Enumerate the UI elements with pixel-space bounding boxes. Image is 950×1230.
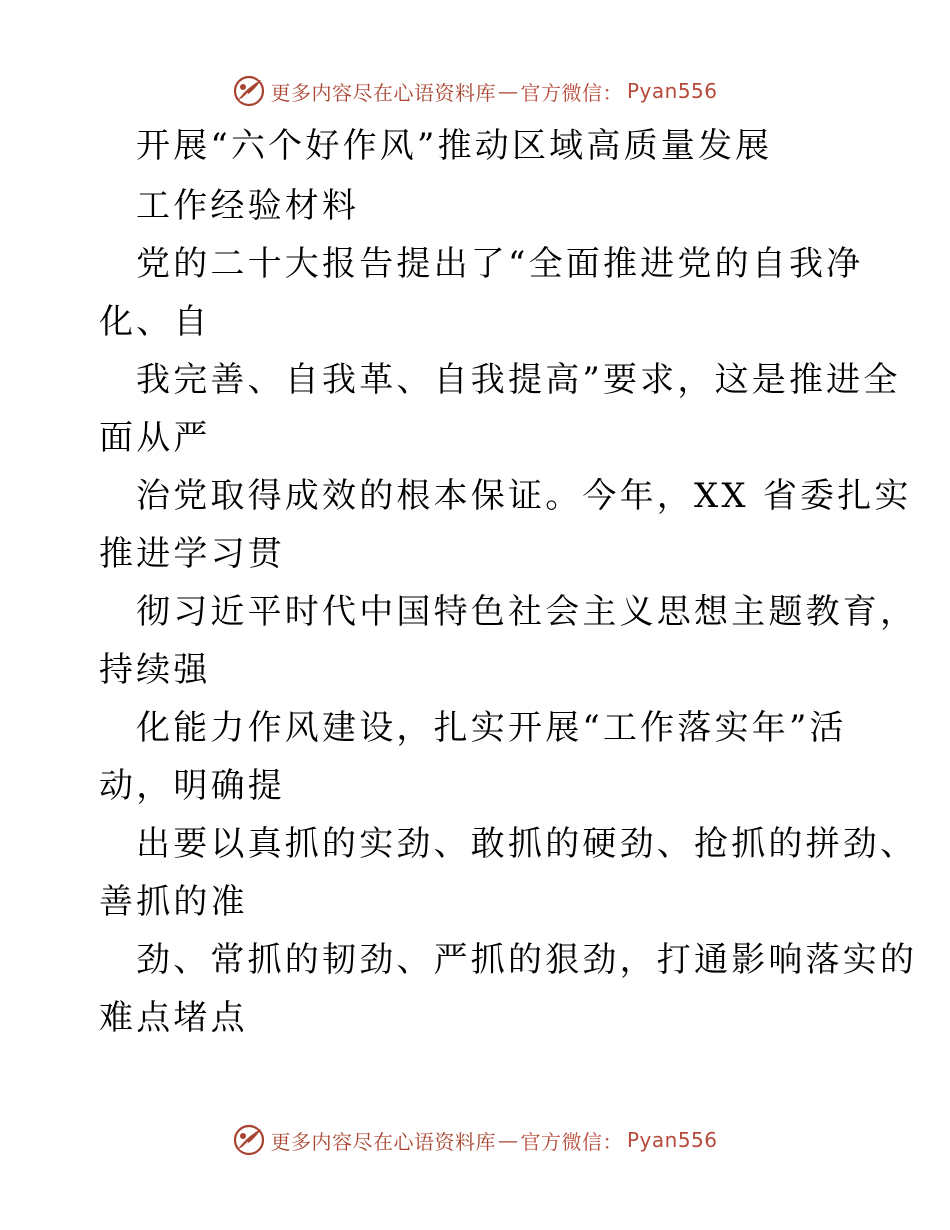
paragraph-line: 彻习近平时代中国特色社会主义思想主题教育， [136, 592, 918, 632]
paragraph-line: 持续强 [99, 650, 211, 690]
quill-pen-logo-icon [232, 1123, 266, 1157]
quill-pen-logo-icon [232, 74, 266, 108]
document-subtitle: 工作经验材料 [136, 186, 360, 226]
banner-dash: — [497, 1128, 519, 1152]
paragraph-line: 化能力作风建设，扎实开展“工作落实年”活 [136, 708, 847, 748]
banner-wechat-id: Pyan556 [626, 79, 718, 103]
paragraph-line: 动，明确提 [99, 766, 285, 806]
banner-text: 更多内容尽在心语资料库 [270, 80, 496, 105]
footer-banner [0, 1120, 950, 1160]
paragraph-line: 化、自 [99, 302, 211, 342]
banner-wechat-label: 官方微信： [520, 80, 623, 105]
paragraph-line: 面从严 [99, 418, 211, 458]
paragraph-line: 难点堵点 [99, 998, 248, 1038]
paragraph-line: 治党取得成效的根本保证。今年，XX 省委扎实 [136, 476, 912, 516]
banner-text: 更多内容尽在心语资料库 [270, 1129, 496, 1154]
document-title: 开展“六个好作风”推动区域高质量发展 [136, 126, 773, 166]
paragraph-line: 推进学习贯 [99, 534, 285, 574]
paragraph-line: 我完善、自我革、自我提高”要求，这是推进全 [136, 360, 901, 400]
header-banner [0, 71, 950, 111]
banner-wechat-id: Pyan556 [626, 1128, 718, 1152]
banner-dash: — [497, 79, 519, 103]
paragraph-line: 劲、常抓的韧劲、严抓的狠劲，打通影响落实的 [136, 940, 918, 980]
paragraph-line: 党的二十大报告提出了“全面推进党的自我净 [136, 244, 864, 284]
paragraph-line: 善抓的准 [99, 882, 248, 922]
paragraph-line: 出要以真抓的实劲、敢抓的硬劲、抢抓的拼劲、 [136, 824, 918, 864]
banner-wechat-label: 官方微信： [520, 1129, 623, 1154]
